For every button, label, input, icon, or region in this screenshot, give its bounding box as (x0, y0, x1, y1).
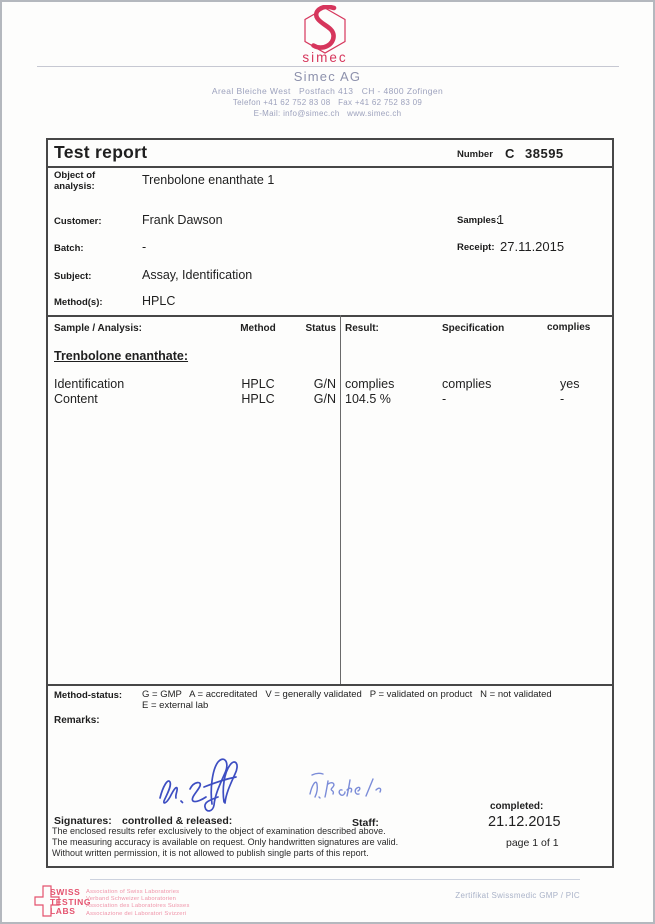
controlled-released-label: controlled & released: (122, 815, 233, 827)
staff-label: Staff: (352, 817, 379, 829)
row-specification: complies (442, 377, 492, 391)
method-status-legend (142, 689, 612, 711)
methods-value: HPLC (142, 294, 176, 308)
report-number-value: 38595 (525, 146, 564, 161)
title-divider (48, 166, 612, 168)
row-analysis: Content (54, 392, 98, 406)
row-complies: - (560, 392, 565, 406)
certification-note: Zertifikat Swissmedic GMP / PIC (455, 891, 580, 900)
table-column-divider (340, 315, 341, 684)
row-status: G/N (313, 392, 336, 406)
method-status-label: Method-status: (54, 690, 123, 701)
disclaimer-line3: Without written permission, it is not allowed to publish single parts of this report. (52, 848, 369, 859)
row-result: 104.5 % (345, 392, 391, 406)
row-method: HPLC (241, 377, 275, 391)
method-status-line2: E = external lab (142, 700, 209, 711)
row-status: G/N (313, 377, 336, 391)
company-phone-fax: Telefon +41 62 752 83 08 Fax +41 62 752 83 09 (232, 98, 423, 107)
staff-signature (302, 766, 390, 808)
simec-logo-icon (290, 5, 360, 63)
labs-association-lines: Association of Swiss Laboratories Verband Schweizer Laboratorien Association des Laboratoires Suisses Associazione dei Laboratori Svizzeri (86, 889, 190, 917)
col-header-method: Method (240, 323, 276, 334)
controlled-released-signature (152, 756, 252, 816)
disclaimer-line2: The measuring accuracy is available on request. Only handwritten signatures are valid. (52, 837, 399, 848)
report-frame (46, 138, 614, 868)
col-header-result: Result: (345, 323, 379, 334)
fields-divider (48, 315, 612, 317)
object-of-analysis-value: Trenbolone enanthate 1 (142, 173, 275, 187)
page-indicator: page 1 of 1 (506, 837, 559, 849)
company-name: Simec AG (293, 69, 362, 84)
col-header-sample: Sample / Analysis: (54, 323, 142, 334)
completed-date: 21.12.2015 (488, 814, 561, 830)
row-result: complies (345, 377, 395, 391)
batch-value: - (142, 240, 147, 254)
batch-label: Batch: (54, 243, 84, 254)
row-method: HPLC (241, 392, 275, 406)
simec-wordmark: simec (302, 50, 348, 63)
report-number-prefix: C (505, 146, 515, 161)
company-email-web: E-Mail: info@simec.ch www.simec.ch (253, 109, 402, 118)
footer-divider (90, 879, 580, 880)
remarks-label: Remarks: (54, 715, 100, 726)
samples-value: 1 (497, 213, 504, 227)
receipt-label: Receipt: (457, 242, 495, 253)
letterhead-divider (37, 66, 619, 67)
report-title: Test report (54, 142, 148, 162)
method-status-line1: G = GMP A = accreditated V = generally validated P = validated on product N = not validated (142, 689, 552, 700)
object-of-analysis-label: Object of analysis: (54, 170, 96, 192)
signatures-label: Signatures: (54, 815, 112, 827)
col-header-specification: Specification (442, 323, 505, 334)
customer-label: Customer: (54, 216, 102, 227)
swiss-testing-labs-wordmark: SWISS TESTING LABS (50, 887, 92, 916)
sample-group-title: Trenbolone enanthate: (54, 349, 189, 363)
completed-label: completed: (490, 801, 544, 812)
col-header-status: Status (305, 323, 336, 334)
subject-label: Subject: (54, 271, 92, 282)
disclaimer (52, 826, 472, 860)
customer-value: Frank Dawson (142, 213, 223, 227)
report-number-label: Number (457, 149, 493, 160)
row-complies: yes (560, 377, 580, 391)
disclaimer-line1: The enclosed results refer exclusively to the object of examination described above. (52, 826, 386, 836)
samples-label: Samples: (457, 215, 500, 226)
company-address: Areal Bleiche West Postfach 413 CH - 4800 Zofingen (211, 86, 444, 96)
table-bottom-divider (48, 684, 612, 686)
row-specification: - (442, 392, 447, 406)
col-header-complies: complies (547, 322, 591, 333)
subject-value: Assay, Identification (142, 268, 253, 282)
row-analysis: Identification (54, 377, 125, 391)
receipt-value: 27.11.2015 (500, 239, 565, 254)
methods-label: Method(s): (54, 297, 103, 308)
